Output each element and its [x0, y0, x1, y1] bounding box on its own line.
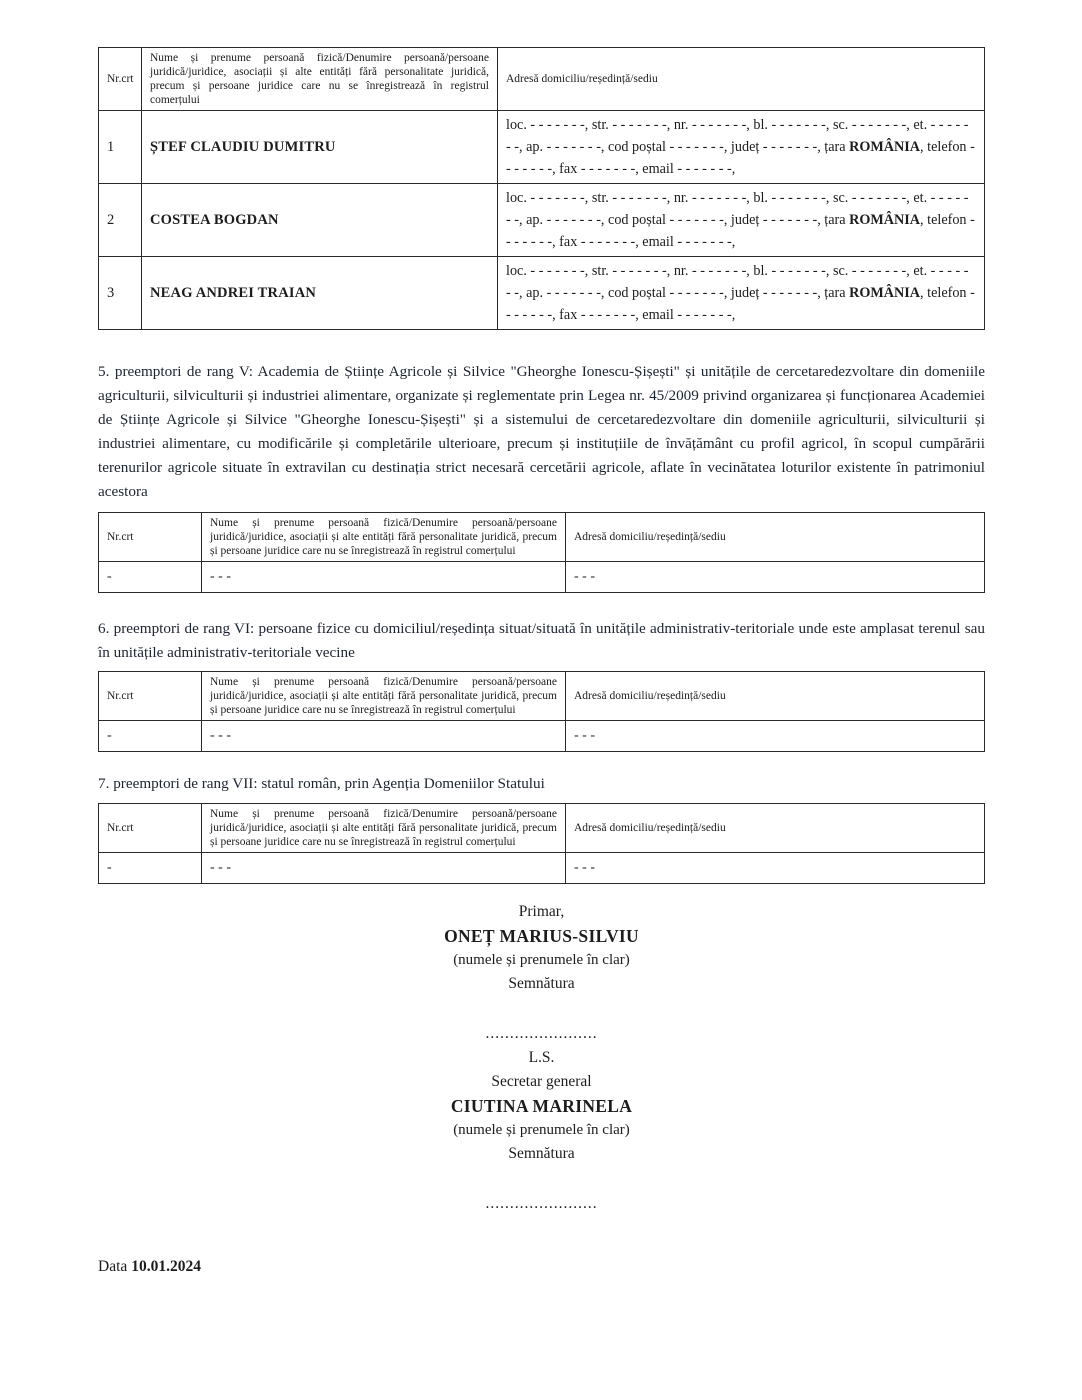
secretar-name-clarification: (numele și prenumele în clar) — [453, 1122, 630, 1138]
date-value: 10.01.2024 — [131, 1258, 202, 1275]
ls-label: L.S. — [528, 1049, 555, 1066]
address-cell — [498, 111, 985, 184]
name-cell: NEAG ANDREI TRAIAN — [142, 257, 498, 330]
signature-block-secretar — [98, 1022, 985, 1216]
address-text-before: loc. - - - - - - -, str. - - - - - - -, nr. - - - - - - -, bl. - - - - - - -, sc. - - - - - - -, et. - - - - - - -, ap. - - - - - - -, cod poștal - - - - - - -, județ - - - - - - -, țara — [506, 117, 969, 155]
column-header-address: Adresă domiciliu/reședință/sediu — [566, 672, 985, 721]
column-header-name: Nume și prenume persoană fizică/Denumire persoană/persoane juridică/juridice, asociații și alte entități fără personalitate juridică, precum și persoane juridice care nu se înregistrează în registrul comerțului — [202, 513, 566, 562]
address-cell — [498, 184, 985, 257]
signature-dotted-line: ....................... — [485, 1025, 598, 1042]
column-header-nrcrt: Nr.crt — [99, 513, 202, 562]
address-country: ROMÂNIA — [849, 139, 921, 155]
secretar-name: CIUTINA MARINELA — [450, 1096, 633, 1116]
paragraph-rank5: 5. preemptori de rang V: Academia de Științe Agricole și Silvice "Gheorghe Ionescu-Șișești" și unitățile de cercetaredezvoltare din domeniile agriculturii, silviculturii și industriei alimentare, organizate și reglementate prin Legea nr. 45/2009 privind organizarea și funcționarea Academiei de Științe Agricole și Silvice "Gheorghe Ionescu-Șișești" și a sistemului de cercetaredezvoltare din domeniile agriculturii, silviculturii și industriei alimentare, cu modificările și completările ulterioare, precum și instituțiile de învățământ cu profil agricol, în scopul cumpărării terenurilor agricole situate în extravilan cu destinația strict necesară cercetării agricole, aflate în vecinătatea loturilor existente în patrimoniul acestora — [98, 363, 985, 500]
date-label: Data — [98, 1258, 128, 1275]
name-cell: ȘTEF CLAUDIU DUMITRU — [142, 111, 498, 184]
table-row-empty — [99, 562, 985, 593]
table-row-empty — [99, 853, 985, 884]
table-row-empty — [99, 721, 985, 752]
table-row — [99, 257, 985, 330]
address-text-after: , telefon - - - - - - -, fax - - - - - - -, email - - - - - - -, — [506, 285, 975, 323]
address-cell: - - - — [566, 562, 985, 593]
paragraph-rank6: 6. preemptori de rang VI: persoane fizice cu domiciliul/reședința situat/situată în unitățile administrativ-teritoriale unde este amplasat terenul sau în unitățile administrativ-teritoriale vecine — [98, 620, 985, 661]
address-text-before: loc. - - - - - - -, str. - - - - - - -, nr. - - - - - - -, bl. - - - - - - -, sc. - - - - - - -, et. - - - - - - -, ap. - - - - - - -, cod poștal - - - - - - -, județ - - - - - - -, țara — [506, 263, 969, 301]
address-country: ROMÂNIA — [849, 285, 921, 301]
address-text-after: , telefon - - - - - - -, fax - - - - - - -, email - - - - - - -, — [506, 139, 975, 177]
paragraph-rank7: 7. preemptori de rang VII: statul român, prin Agenția Domeniilor Statului — [98, 775, 545, 792]
preemptors-rank7-table — [98, 803, 985, 884]
table-row — [99, 111, 985, 184]
date-line — [98, 1258, 985, 1276]
signature-block-primar — [98, 900, 985, 996]
address-text-before: loc. - - - - - - -, str. - - - - - - -, nr. - - - - - - -, bl. - - - - - - -, sc. - - - - - - -, et. - - - - - - -, ap. - - - - - - -, cod poștal - - - - - - -, județ - - - - - - -, țara — [506, 190, 969, 228]
address-country: ROMÂNIA — [849, 212, 921, 228]
column-header-name: Nume și prenume persoană fizică/Denumire persoană/persoane juridică/juridice, asociații și alte entități fără personalitate juridică, precum și persoane juridice care nu se înregistrează în registrul comerțului — [142, 48, 498, 111]
nrcrt-cell: 1 — [99, 111, 142, 184]
primar-signature-label: Semnătura — [508, 975, 575, 992]
secretar-role-label: Secretar general — [491, 1073, 592, 1090]
document-page — [98, 47, 985, 1276]
address-text-after: , telefon - - - - - - -, fax - - - - - - -, email - - - - - - -, — [506, 212, 975, 250]
nrcrt-cell: - — [99, 853, 202, 884]
preemptors-rank6-table — [98, 671, 985, 752]
column-header-nrcrt: Nr.crt — [99, 48, 142, 111]
name-cell: - - - — [202, 853, 566, 884]
column-header-address: Adresă domiciliu/reședință/sediu — [566, 804, 985, 853]
primar-name: ONEȚ MARIUS-SILVIU — [444, 926, 639, 946]
nrcrt-cell: - — [99, 721, 202, 752]
name-cell: COSTEA BOGDAN — [142, 184, 498, 257]
table-header-row — [99, 513, 985, 562]
secretar-signature-label: Semnătura — [508, 1145, 575, 1162]
preemptors-rank5-table — [98, 512, 985, 593]
column-header-nrcrt: Nr.crt — [99, 804, 202, 853]
nrcrt-cell: 2 — [99, 184, 142, 257]
address-cell — [498, 257, 985, 330]
table-row — [99, 184, 985, 257]
column-header-name: Nume și prenume persoană fizică/Denumire persoană/persoane juridică/juridice, asociații și alte entități fără personalitate juridică, precum și persoane juridice care nu se înregistrează în registrul comerțului — [202, 804, 566, 853]
column-header-address: Adresă domiciliu/reședință/sediu — [498, 48, 985, 111]
address-cell: - - - — [566, 853, 985, 884]
preemptors-rank4-table — [98, 47, 985, 330]
address-cell: - - - — [566, 721, 985, 752]
signature-dotted-line: ....................... — [485, 1195, 598, 1212]
nrcrt-cell: - — [99, 562, 202, 593]
table-header-row — [99, 672, 985, 721]
column-header-nrcrt: Nr.crt — [99, 672, 202, 721]
nrcrt-cell: 3 — [99, 257, 142, 330]
name-cell: - - - — [202, 721, 566, 752]
primar-name-clarification: (numele și prenumele în clar) — [453, 952, 630, 968]
column-header-name: Nume și prenume persoană fizică/Denumire persoană/persoane juridică/juridice, asociații și alte entități fără personalitate juridică, precum și persoane juridice care nu se înregistrează în registrul comerțului — [202, 672, 566, 721]
primar-role-label: Primar, — [518, 903, 565, 920]
table-header-row — [99, 804, 985, 853]
table-header-row — [99, 48, 985, 111]
column-header-address: Adresă domiciliu/reședință/sediu — [566, 513, 985, 562]
name-cell: - - - — [202, 562, 566, 593]
